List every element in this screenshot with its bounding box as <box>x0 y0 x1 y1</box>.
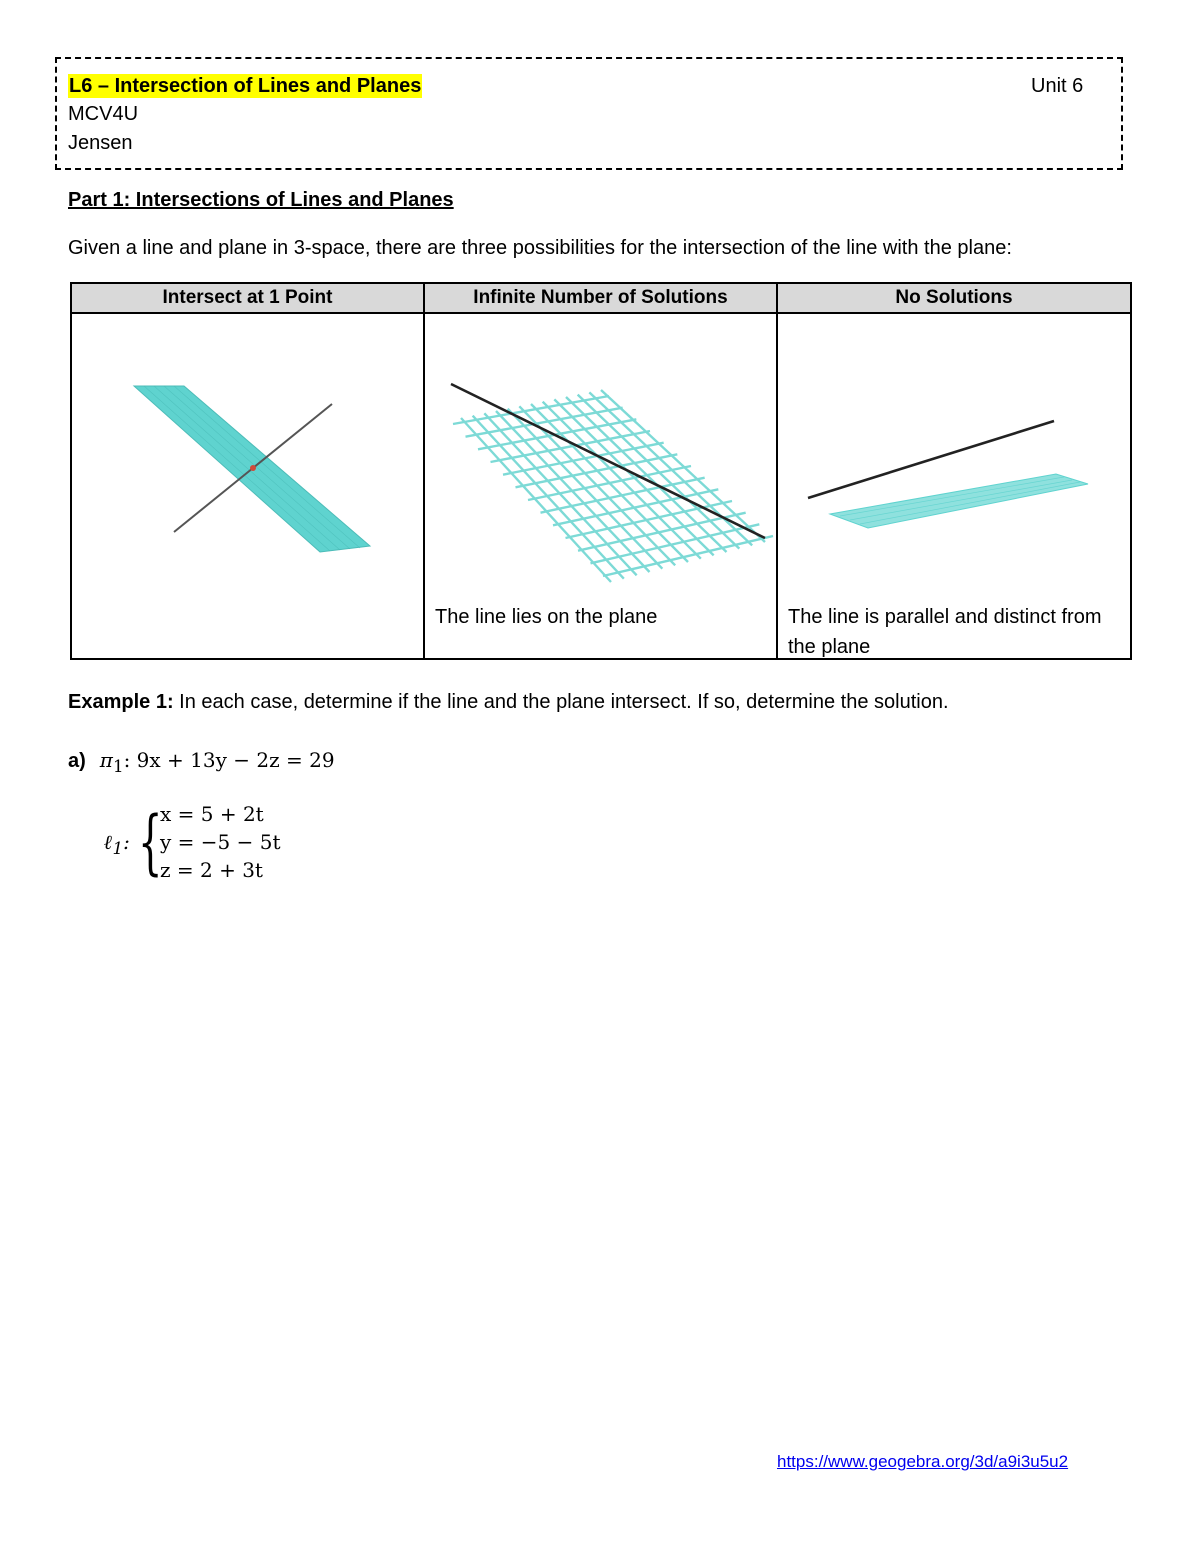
one-point-diagram <box>72 314 422 658</box>
example-label: Example 1: <box>68 691 174 713</box>
parallel-plane <box>830 474 1088 528</box>
line-symbol: ℓ <box>104 830 113 854</box>
part1-intro: Given a line and plane in 3-space, there are three possibilities for the intersection of the line with the plane: <box>68 237 1012 259</box>
course-code: MCV4U <box>68 103 139 125</box>
intersection-point <box>250 465 256 471</box>
cell-infinite <box>424 313 777 659</box>
part-a <box>68 747 335 780</box>
example-1 <box>68 690 949 714</box>
equation-x: x = 5 + 2t <box>160 802 264 826</box>
plane-name: π <box>99 748 113 772</box>
equation-z: z = 2 + 3t <box>160 858 263 882</box>
plane-subscript: 1 <box>112 757 124 776</box>
teacher-name: Jensen <box>68 132 133 154</box>
caption-no-solutions: The line is parallel and distinct from the plane <box>788 606 1102 658</box>
col-header-no-solutions: No Solutions <box>777 283 1131 313</box>
intersection-cases-table <box>70 282 1132 660</box>
col-header-infinite: Infinite Number of Solutions <box>424 283 777 313</box>
col-header-one-point: Intersect at 1 Point <box>71 283 424 313</box>
line-name <box>104 830 130 858</box>
example-text: In each case, determine if the line and the plane intersect. If so, determine the solution. <box>173 691 949 713</box>
grid-line <box>543 402 701 559</box>
lesson-title: L6 – Intersection of Lines and Planes <box>69 75 422 97</box>
part1-heading: Part 1: Intersections of Lines and Planes <box>68 189 454 211</box>
plane-eq: : 9x + 13y − 2z = 29 <box>123 748 335 772</box>
part-a-label: a) <box>68 750 86 772</box>
grid-line <box>578 395 740 549</box>
grid-line <box>566 397 727 552</box>
plane-equation <box>99 748 335 776</box>
equation-y: y = −5 − 5t <box>160 830 281 854</box>
line-colon: : <box>123 830 130 854</box>
cell-no-solutions <box>777 313 1131 659</box>
grid-line <box>554 399 713 555</box>
line-subscript: 1 <box>112 839 124 858</box>
caption-infinite: The line lies on the plane <box>435 606 658 628</box>
geogebra-link[interactable]: https://www.geogebra.org/3d/a9i3u5u2 <box>777 1452 1069 1471</box>
unit-label: Unit 6 <box>1031 75 1084 97</box>
grid-line <box>589 392 752 545</box>
brace: { <box>138 801 163 883</box>
cell-one-point <box>71 313 424 659</box>
